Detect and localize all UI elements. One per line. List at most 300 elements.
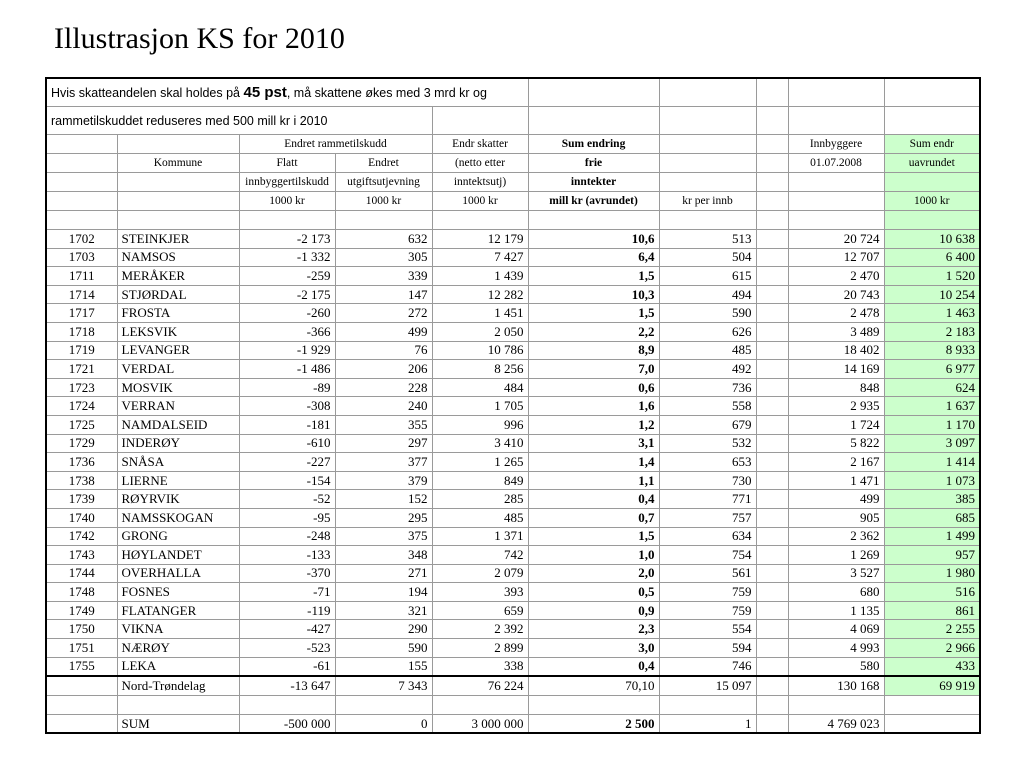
kommune-nr: 1742 <box>46 527 117 546</box>
skatt-value: 1 265 <box>432 453 528 472</box>
kommune-nr: 1755 <box>46 657 117 676</box>
uavrundet-value: 1 637 <box>884 397 980 416</box>
header-inntektsutj: inntektsutj) <box>432 173 528 192</box>
sum-endring-value: 1,2 <box>528 415 659 434</box>
empty-cell <box>884 714 980 733</box>
innbyggere-value: 848 <box>788 378 884 397</box>
table-row <box>46 471 980 490</box>
kommune-nr: 1702 <box>46 230 117 249</box>
table-row <box>46 527 980 546</box>
table-row <box>46 583 980 602</box>
skatt-value: 8 256 <box>432 360 528 379</box>
flatt-value: -1 929 <box>239 341 335 360</box>
kommune-nr: 1738 <box>46 471 117 490</box>
table-row <box>46 267 980 286</box>
table-row <box>46 285 980 304</box>
empty-cell <box>756 620 788 639</box>
intro-row-1 <box>46 78 980 107</box>
flatt-value: -523 <box>239 639 335 658</box>
uavrundet-value: 1 520 <box>884 267 980 286</box>
kommune-navn: LIERNE <box>117 471 239 490</box>
sum-endring-value: 0,6 <box>528 378 659 397</box>
uavrundet-value: 6 977 <box>884 360 980 379</box>
empty-cell <box>756 695 788 714</box>
endret-value: 379 <box>335 471 432 490</box>
kommune-nr: 1714 <box>46 285 117 304</box>
per-innb-value: 504 <box>659 248 756 267</box>
blank-row <box>46 695 980 714</box>
innbyggere-value: 1 724 <box>788 415 884 434</box>
sum-endring-value: 0,9 <box>528 601 659 620</box>
innbyggere-value: 2 167 <box>788 453 884 472</box>
uavrundet-value: 2 183 <box>884 322 980 341</box>
kommune-nr: 1711 <box>46 267 117 286</box>
per-innb-value: 485 <box>659 341 756 360</box>
per-innb-value: 494 <box>659 285 756 304</box>
flatt-value: -2 175 <box>239 285 335 304</box>
innbyggere-value: 499 <box>788 490 884 509</box>
intro-line-1-post: , må skattene økes med 3 mrd kr og <box>286 85 487 100</box>
empty-cell <box>756 601 788 620</box>
header-row-4 <box>46 192 980 211</box>
slide-title: Illustrasjon KS for 2010 <box>54 22 345 55</box>
total-flatt: -13 647 <box>239 676 335 695</box>
flatt-value: -2 173 <box>239 230 335 249</box>
sum-endring-value: 7,0 <box>528 360 659 379</box>
endret-value: 305 <box>335 248 432 267</box>
empty-cell <box>884 695 980 714</box>
kommune-nr: 1748 <box>46 583 117 602</box>
intro-line-2: rammetilskuddet reduseres med 500 mill kr i 2010 <box>46 107 432 135</box>
empty-cell <box>528 695 659 714</box>
empty-cell <box>756 230 788 249</box>
header-endret: Endret <box>335 154 432 173</box>
sum-endring-value: 1,6 <box>528 397 659 416</box>
table-row <box>46 248 980 267</box>
skatt-value: 1 371 <box>432 527 528 546</box>
skatt-value: 996 <box>432 415 528 434</box>
table-row <box>46 453 980 472</box>
sum-endring-value: 0,7 <box>528 508 659 527</box>
table-row <box>46 601 980 620</box>
uavrundet-value: 1 980 <box>884 564 980 583</box>
intro-row-2 <box>46 107 980 135</box>
uavrundet-value: 10 638 <box>884 230 980 249</box>
kommune-nr: 1739 <box>46 490 117 509</box>
empty-cell <box>756 564 788 583</box>
empty-cell <box>756 285 788 304</box>
kommune-navn: STJØRDAL <box>117 285 239 304</box>
kommune-nr: 1743 <box>46 546 117 565</box>
sum-endring-value: 2,0 <box>528 564 659 583</box>
table-row <box>46 304 980 323</box>
kommune-navn: GRONG <box>117 527 239 546</box>
kommune-navn: SNÅSA <box>117 453 239 472</box>
header-dato: 01.07.2008 <box>788 154 884 173</box>
skatt-value: 1 451 <box>432 304 528 323</box>
flatt-value: -308 <box>239 397 335 416</box>
kommune-navn: INDERØY <box>117 434 239 453</box>
flatt-value: -366 <box>239 322 335 341</box>
skatt-value: 485 <box>432 508 528 527</box>
skatt-value: 659 <box>432 601 528 620</box>
total-name: Nord-Trøndelag <box>117 676 239 695</box>
endret-value: 355 <box>335 415 432 434</box>
uavrundet-value: 1 073 <box>884 471 980 490</box>
total-innbyggere: 130 168 <box>788 676 884 695</box>
innbyggere-value: 1 269 <box>788 546 884 565</box>
skatt-value: 12 179 <box>432 230 528 249</box>
uavrundet-value: 957 <box>884 546 980 565</box>
empty-cell <box>756 546 788 565</box>
table-row <box>46 230 980 249</box>
kommune-nr: 1723 <box>46 378 117 397</box>
per-innb-value: 754 <box>659 546 756 565</box>
empty-cell <box>756 657 788 676</box>
empty-cell <box>756 714 788 733</box>
kommune-navn: HØYLANDET <box>117 546 239 565</box>
header-kommune: Kommune <box>117 154 239 173</box>
skatt-value: 12 282 <box>432 285 528 304</box>
kommune-navn: NÆRØY <box>117 639 239 658</box>
skatt-value: 742 <box>432 546 528 565</box>
endret-value: 499 <box>335 322 432 341</box>
per-innb-value: 736 <box>659 378 756 397</box>
skatt-value: 393 <box>432 583 528 602</box>
innbyggere-value: 1 135 <box>788 601 884 620</box>
intro-line-1-pre: Hvis skatteandelen skal holdes på <box>51 85 244 100</box>
table-row <box>46 397 980 416</box>
sum-endring-value: 1,1 <box>528 471 659 490</box>
endret-value: 339 <box>335 267 432 286</box>
sum-label: SUM <box>117 714 239 733</box>
kommune-nr: 1718 <box>46 322 117 341</box>
sum-endring-value: 1,4 <box>528 453 659 472</box>
kommune-nr: 1721 <box>46 360 117 379</box>
uavrundet-value: 2 966 <box>884 639 980 658</box>
header-unit-3: 1000 kr <box>432 192 528 211</box>
empty-cell <box>756 397 788 416</box>
sum-endring-value: 2,2 <box>528 322 659 341</box>
per-innb-value: 492 <box>659 360 756 379</box>
flatt-value: -260 <box>239 304 335 323</box>
data-table <box>45 77 981 734</box>
endret-value: 194 <box>335 583 432 602</box>
innbyggere-value: 2 935 <box>788 397 884 416</box>
header-sum-endr: Sum endr <box>884 135 980 154</box>
skatt-value: 10 786 <box>432 341 528 360</box>
per-innb-value: 590 <box>659 304 756 323</box>
skatt-value: 285 <box>432 490 528 509</box>
flatt-value: -227 <box>239 453 335 472</box>
empty-cell <box>756 490 788 509</box>
empty-cell <box>756 639 788 658</box>
kommune-navn: LEKA <box>117 657 239 676</box>
innbyggere-value: 5 822 <box>788 434 884 453</box>
sum-endring: 2 500 <box>528 714 659 733</box>
kommune-nr: 1750 <box>46 620 117 639</box>
table-row <box>46 508 980 527</box>
sum-endring-value: 3,0 <box>528 639 659 658</box>
uavrundet-value: 1 499 <box>884 527 980 546</box>
skatt-value: 2 392 <box>432 620 528 639</box>
table-row <box>46 657 980 676</box>
total-endret: 7 343 <box>335 676 432 695</box>
flatt-value: -89 <box>239 378 335 397</box>
flatt-value: -181 <box>239 415 335 434</box>
flatt-value: -154 <box>239 471 335 490</box>
kommune-navn: MOSVIK <box>117 378 239 397</box>
endret-value: 348 <box>335 546 432 565</box>
kommune-navn: NAMDALSEID <box>117 415 239 434</box>
per-innb-value: 771 <box>659 490 756 509</box>
kommune-navn: FLATANGER <box>117 601 239 620</box>
endret-value: 377 <box>335 453 432 472</box>
kommune-nr: 1736 <box>46 453 117 472</box>
header-uavrundet: uavrundet <box>884 154 980 173</box>
innbyggere-value: 3 527 <box>788 564 884 583</box>
endret-value: 152 <box>335 490 432 509</box>
uavrundet-value: 624 <box>884 378 980 397</box>
header-row-1 <box>46 135 980 154</box>
flatt-value: -427 <box>239 620 335 639</box>
empty-cell <box>46 695 117 714</box>
header-unit-2: 1000 kr <box>335 192 432 211</box>
header-row-3 <box>46 173 980 192</box>
skatt-value: 7 427 <box>432 248 528 267</box>
uavrundet-value: 3 097 <box>884 434 980 453</box>
uavrundet-value: 685 <box>884 508 980 527</box>
empty-cell <box>788 695 884 714</box>
kommune-nr: 1724 <box>46 397 117 416</box>
sum-endret: 0 <box>335 714 432 733</box>
sum-endring-value: 8,9 <box>528 341 659 360</box>
table-row <box>46 322 980 341</box>
per-innb-value: 513 <box>659 230 756 249</box>
blank-row <box>46 211 980 230</box>
header-skatter: Endr skatter <box>432 135 528 154</box>
innbyggere-value: 2 470 <box>788 267 884 286</box>
empty-cell <box>756 415 788 434</box>
header-inntekter: inntekter <box>528 173 659 192</box>
endret-value: 76 <box>335 341 432 360</box>
flatt-value: -1 486 <box>239 360 335 379</box>
per-innb-value: 532 <box>659 434 756 453</box>
total-per-innb: 15 097 <box>659 676 756 695</box>
sum-endring-value: 0,4 <box>528 490 659 509</box>
empty-cell <box>756 583 788 602</box>
per-innb-value: 746 <box>659 657 756 676</box>
innbyggere-value: 4 993 <box>788 639 884 658</box>
flatt-value: -95 <box>239 508 335 527</box>
endret-value: 375 <box>335 527 432 546</box>
endret-value: 590 <box>335 639 432 658</box>
sum-flatt: -500 000 <box>239 714 335 733</box>
kommune-navn: VERDAL <box>117 360 239 379</box>
sum-endring-value: 1,5 <box>528 267 659 286</box>
uavrundet-value: 1 414 <box>884 453 980 472</box>
empty-cell <box>756 527 788 546</box>
empty-cell <box>756 378 788 397</box>
sum-endring-value: 1,5 <box>528 527 659 546</box>
skatt-value: 338 <box>432 657 528 676</box>
per-innb-value: 679 <box>659 415 756 434</box>
innbyggere-value: 12 707 <box>788 248 884 267</box>
header-unit-1: 1000 kr <box>239 192 335 211</box>
sum-endring-value: 2,3 <box>528 620 659 639</box>
header-rammetilskudd: Endret rammetilskudd <box>239 135 432 154</box>
uavrundet-value: 8 933 <box>884 341 980 360</box>
innbyggere-value: 20 724 <box>788 230 884 249</box>
flatt-value: -133 <box>239 546 335 565</box>
endret-value: 290 <box>335 620 432 639</box>
sum-endring-value: 10,3 <box>528 285 659 304</box>
empty-cell <box>117 695 239 714</box>
kommune-nr: 1749 <box>46 601 117 620</box>
total-skatt: 76 224 <box>432 676 528 695</box>
header-row-2 <box>46 154 980 173</box>
endret-value: 155 <box>335 657 432 676</box>
empty-cell <box>239 695 335 714</box>
empty-cell <box>756 453 788 472</box>
empty-cell <box>756 248 788 267</box>
innbyggere-value: 4 069 <box>788 620 884 639</box>
kommune-navn: FROSTA <box>117 304 239 323</box>
table-row <box>46 415 980 434</box>
header-netto: (netto etter <box>432 154 528 173</box>
endret-value: 206 <box>335 360 432 379</box>
endret-value: 271 <box>335 564 432 583</box>
flatt-value: -71 <box>239 583 335 602</box>
per-innb-value: 634 <box>659 527 756 546</box>
kommune-navn: LEKSVIK <box>117 322 239 341</box>
header-unit-per-innb: kr per innb <box>659 192 756 211</box>
sum-endring-value: 0,5 <box>528 583 659 602</box>
uavrundet-value: 433 <box>884 657 980 676</box>
table-row <box>46 546 980 565</box>
header-frie: frie <box>528 154 659 173</box>
flatt-value: -248 <box>239 527 335 546</box>
kommune-navn: NAMSOS <box>117 248 239 267</box>
empty-cell <box>46 676 117 695</box>
intro-percent: 45 pst <box>243 83 287 101</box>
endret-value: 297 <box>335 434 432 453</box>
sum-innbyggere: 4 769 023 <box>788 714 884 733</box>
per-innb-value: 759 <box>659 583 756 602</box>
flatt-value: -259 <box>239 267 335 286</box>
uavrundet-value: 2 255 <box>884 620 980 639</box>
sum-endring-value: 6,4 <box>528 248 659 267</box>
per-innb-value: 615 <box>659 267 756 286</box>
empty-cell <box>432 695 528 714</box>
kommune-nr: 1719 <box>46 341 117 360</box>
header-flatt: Flatt <box>239 154 335 173</box>
uavrundet-value: 1 170 <box>884 415 980 434</box>
uavrundet-value: 6 400 <box>884 248 980 267</box>
skatt-value: 2 079 <box>432 564 528 583</box>
total-row <box>46 676 980 695</box>
table-row <box>46 490 980 509</box>
empty-cell <box>756 267 788 286</box>
total-sum: 70,10 <box>528 676 659 695</box>
endret-value: 272 <box>335 304 432 323</box>
sum-endring-value: 10,6 <box>528 230 659 249</box>
kommune-navn: RØYRVIK <box>117 490 239 509</box>
per-innb-value: 626 <box>659 322 756 341</box>
empty-cell <box>756 304 788 323</box>
uavrundet-value: 861 <box>884 601 980 620</box>
endret-value: 632 <box>335 230 432 249</box>
endret-value: 321 <box>335 601 432 620</box>
flatt-value: -61 <box>239 657 335 676</box>
intro-line-1 <box>46 78 528 107</box>
per-innb-value: 759 <box>659 601 756 620</box>
empty-cell <box>756 341 788 360</box>
skatt-value: 849 <box>432 471 528 490</box>
header-innbyggertilskudd: innbyggertilskudd <box>239 173 335 192</box>
kommune-navn: STEINKJER <box>117 230 239 249</box>
uavrundet-value: 10 254 <box>884 285 980 304</box>
innbyggere-value: 1 471 <box>788 471 884 490</box>
kommune-navn: FOSNES <box>117 583 239 602</box>
table-row <box>46 639 980 658</box>
flatt-value: -370 <box>239 564 335 583</box>
kommune-navn: LEVANGER <box>117 341 239 360</box>
sum-endring-value: 1,5 <box>528 304 659 323</box>
innbyggere-value: 680 <box>788 583 884 602</box>
innbyggere-value: 580 <box>788 657 884 676</box>
flatt-value: -52 <box>239 490 335 509</box>
empty-cell <box>335 695 432 714</box>
flatt-value: -1 332 <box>239 248 335 267</box>
empty-cell <box>756 471 788 490</box>
skatt-value: 2 899 <box>432 639 528 658</box>
kommune-nr: 1751 <box>46 639 117 658</box>
per-innb-value: 594 <box>659 639 756 658</box>
header-innbyggere: Innbyggere <box>788 135 884 154</box>
header-utgiftsutjevning: utgiftsutjevning <box>335 173 432 192</box>
innbyggere-value: 18 402 <box>788 341 884 360</box>
kommune-nr: 1717 <box>46 304 117 323</box>
table-row <box>46 378 980 397</box>
endret-value: 147 <box>335 285 432 304</box>
kommune-navn: NAMSSKOGAN <box>117 508 239 527</box>
table-row <box>46 360 980 379</box>
per-innb-value: 561 <box>659 564 756 583</box>
table-body <box>46 78 980 733</box>
kommune-navn: OVERHALLA <box>117 564 239 583</box>
kommune-nr: 1725 <box>46 415 117 434</box>
table-row <box>46 341 980 360</box>
skatt-value: 2 050 <box>432 322 528 341</box>
sum-skatt: 3 000 000 <box>432 714 528 733</box>
kommune-navn: VIKNA <box>117 620 239 639</box>
header-unit-4: 1000 kr <box>884 192 980 211</box>
per-innb-value: 558 <box>659 397 756 416</box>
empty-cell <box>756 434 788 453</box>
empty-cell <box>756 676 788 695</box>
sum-row <box>46 714 980 733</box>
table-row <box>46 564 980 583</box>
empty-cell <box>659 695 756 714</box>
skatt-value: 1 705 <box>432 397 528 416</box>
skatt-value: 3 410 <box>432 434 528 453</box>
skatt-value: 484 <box>432 378 528 397</box>
innbyggere-value: 2 478 <box>788 304 884 323</box>
empty-cell <box>756 322 788 341</box>
sum-per-innb: 1 <box>659 714 756 733</box>
uavrundet-value: 385 <box>884 490 980 509</box>
